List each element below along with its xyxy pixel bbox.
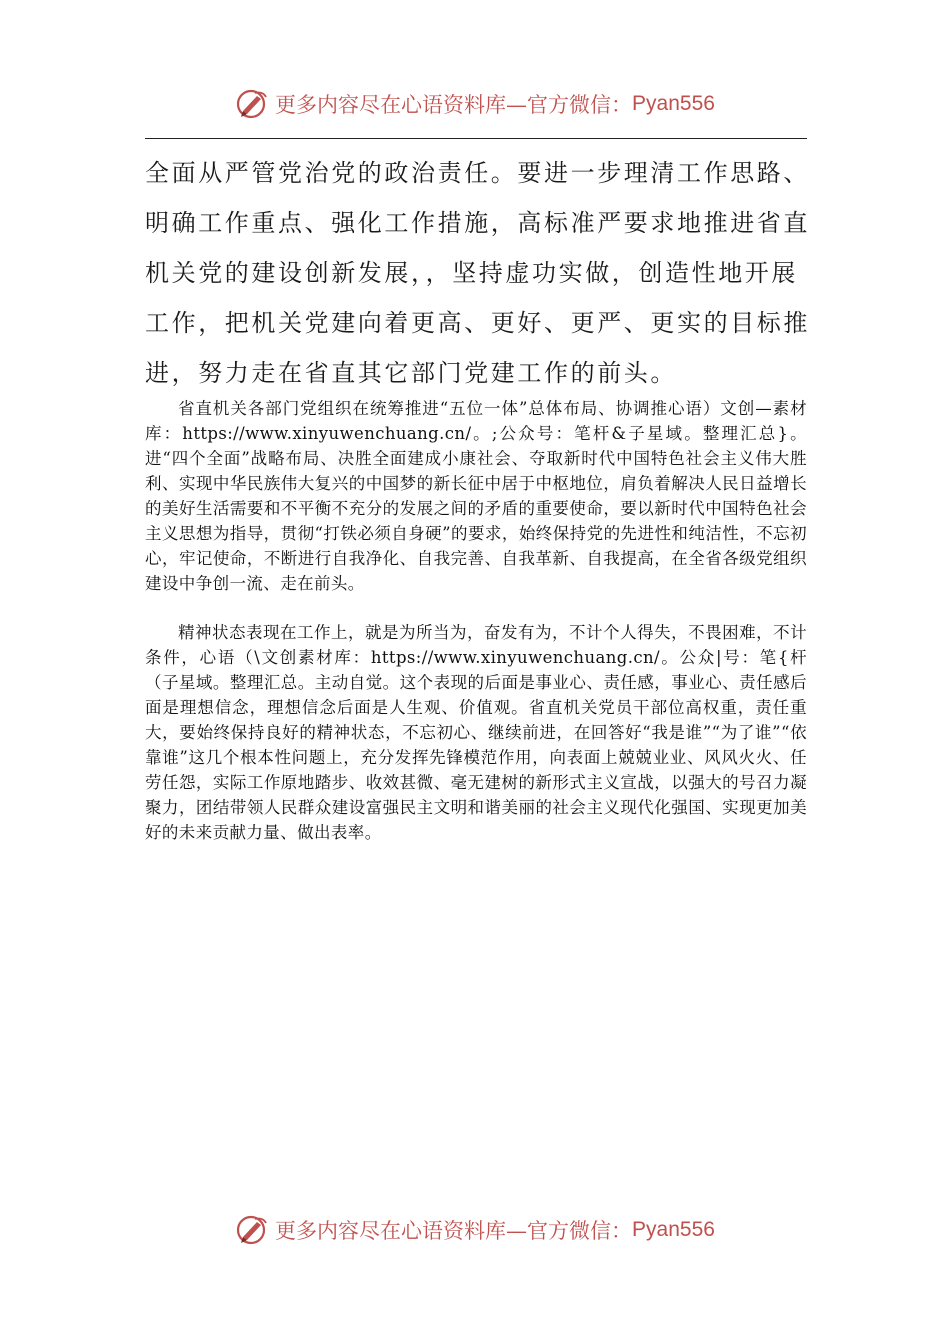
lead-paragraph: 全面从严管党治党的政治责任。要进一步理清工作思路、明确工作重点、强化工作措施，高标准严要求地推进省直机关党的建设创新发展，，坚持虚功实做，创造性地开展工作，把机关党建向着更高、更好、更严、更实的目标推进，努力走在省直其它部门党建工作的前头。 <box>145 159 810 387</box>
body-paragraph-2: 精神状态表现在工作上，就是为所当为，奋发有为，不计个人得失，不畏困难，不计条件，心语（\文创素材库：https://www.xinyuwenchuang.cn/。公众|号：笔{杆（子星域。整理汇总。主动自觉。这个表现的后面是事业心、责任感，事业心、责任感后面是理想信念，理想信念后面是人生观、价值观。省直机关党员干部位高权重，责任重大，要始终保持良好的精神状态，不忘初心、继续前进，在回答好“我是谁”“为了谁”“依靠谁”这几个根本性问题上，充分发挥先锋模范作用，向表面上兢兢业业、风风火火、任劳任怨，实际工作原地踏步、收效甚微、毫无建树的新形式主义宣战，以强大的号召力凝聚力，团结带领人民群众建设富强民主文明和谐美丽的社会主义现代化强国、实现更加美好的未来贡献力量、做出表率。 <box>145 623 807 842</box>
footer-banner-text: 更多内容尽在心语资料库—官方微信： <box>275 1219 633 1243</box>
header-banner <box>0 84 950 124</box>
footer-banner <box>0 1210 950 1250</box>
pen-circle-icon <box>235 1213 269 1247</box>
body-paragraph-1: 省直机关各部门党组织在统筹推进“五位一体”总体布局、协调推心语）文创—素材库：https://www.xinyuwenchuang.cn/。;公众号：笔杆&子星域。整理汇总}。进“四个全面”战略布局、决胜全面建成小康社会、夺取新时代中国特色社会主义伟大胜利、实现中华民族伟大复兴的中国梦的新长征中居于中枢地位，肩负着解决人民日益增长的美好生活需要和不平衡不充分的发展之间的矛盾的重要使命，要以新时代中国特色社会主义思想为指导，贯彻“打铁必须自身硬”的要求，始终保持党的先进性和纯洁性，不忘初心，牢记使命，不断进行自我净化、自我完善、自我革新、自我提高，在全省各级党组织建设中争创一流、走在前头。 <box>145 399 807 593</box>
header-divider <box>145 138 807 139</box>
pen-circle-icon <box>235 87 269 121</box>
wechat-id: Pyan556 <box>632 92 715 115</box>
footer-wechat-id: Pyan556 <box>632 1218 715 1241</box>
banner-text: 更多内容尽在心语资料库—官方微信： <box>275 93 633 117</box>
